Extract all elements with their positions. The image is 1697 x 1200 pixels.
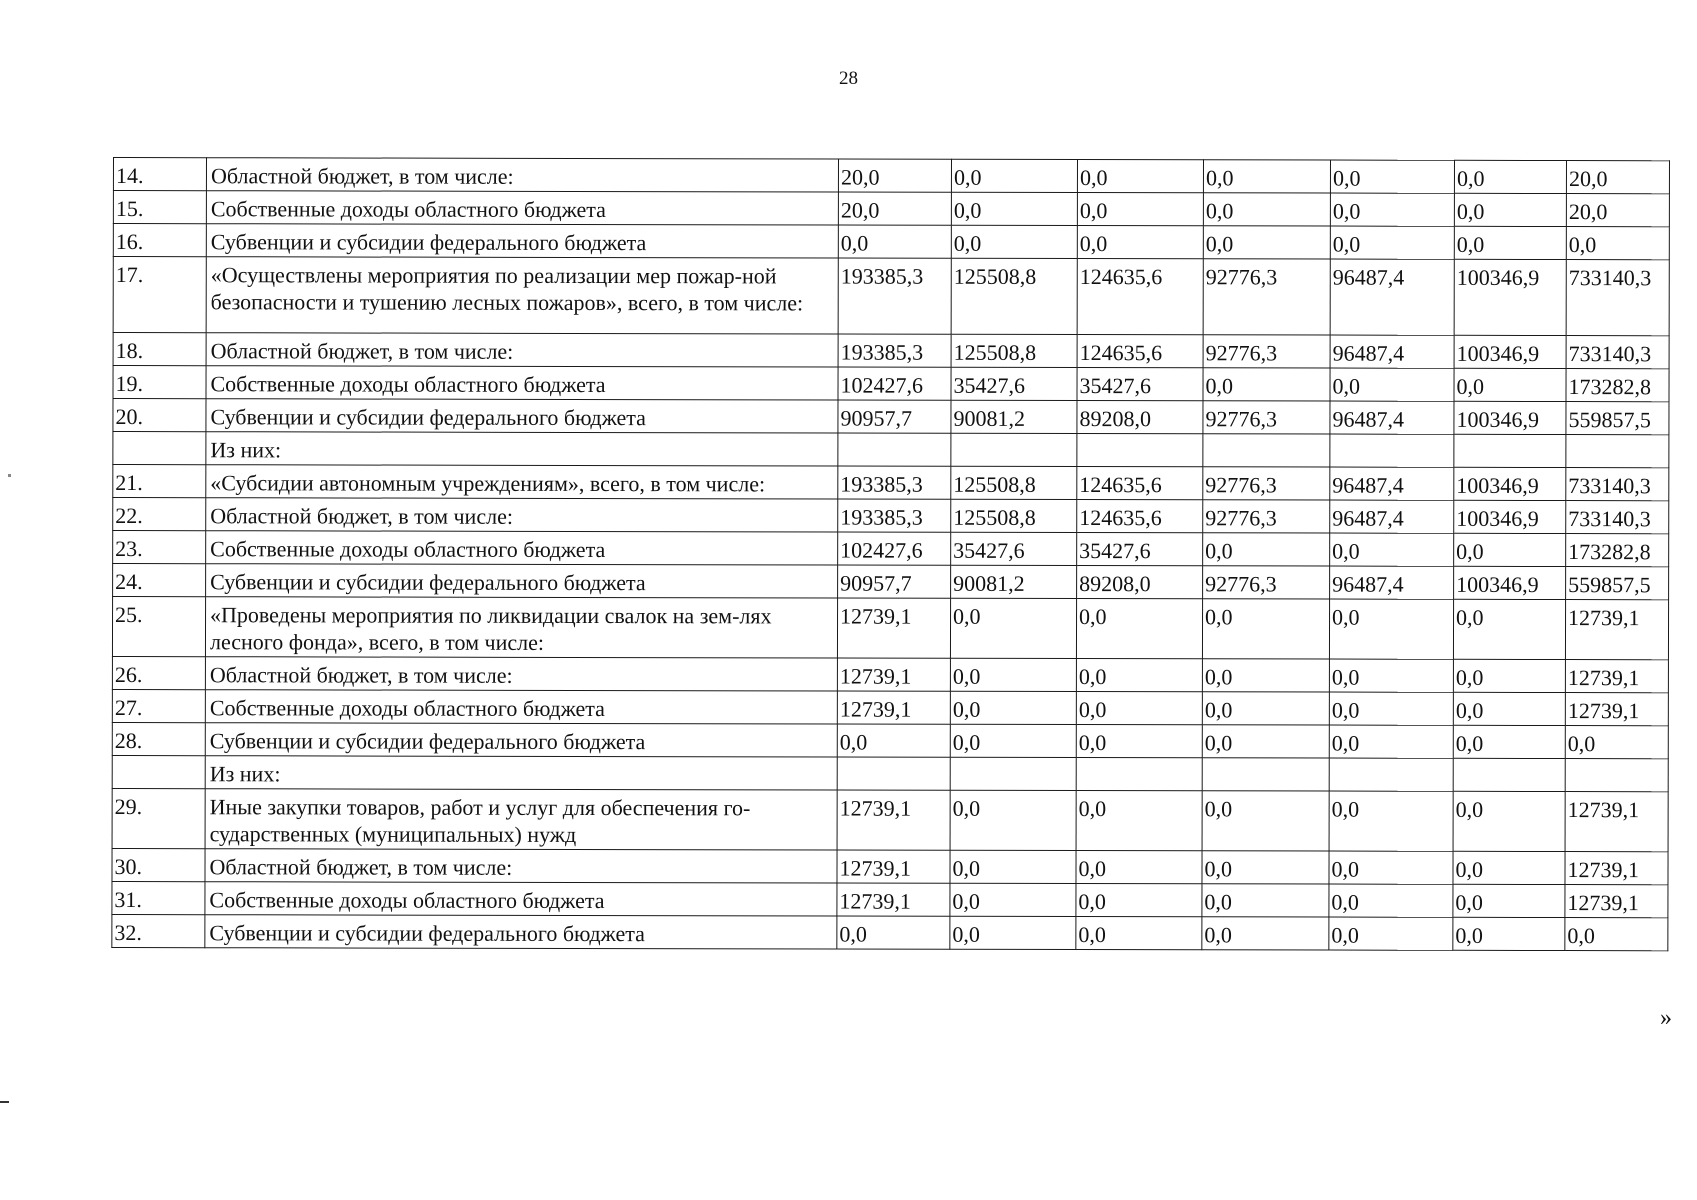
value-cell-5: 96487,4	[1330, 401, 1454, 434]
table-row	[113, 531, 1669, 567]
value-cell-3: 0,0	[1076, 725, 1202, 758]
table-row	[113, 366, 1669, 402]
value-cell-5: 0,0	[1329, 692, 1453, 725]
value-cell-4: 0,0	[1202, 659, 1329, 692]
value-cell-3: 0,0	[1077, 160, 1203, 193]
row-description-cell: «Субсидии автономным учреждениям», всего, в том числе:	[206, 465, 838, 499]
value-cell-5: 0,0	[1329, 599, 1453, 659]
value-cell-1: 12739,1	[837, 883, 950, 916]
value-cell-6: 0,0	[1454, 533, 1566, 566]
value-cell-1: 0,0	[837, 916, 950, 949]
value-cell-6: 0,0	[1453, 599, 1565, 659]
row-description-cell: Областной бюджет, в том числе:	[206, 158, 838, 192]
value-cell-1: 12739,1	[837, 850, 950, 883]
value-cell-5: 0,0	[1329, 917, 1453, 950]
budget-table	[111, 157, 1670, 951]
value-cell-4: 92776,3	[1203, 500, 1330, 533]
row-number-cell: 31.	[112, 881, 205, 914]
value-cell-6: 0,0	[1453, 791, 1565, 851]
margin-speck	[8, 474, 11, 477]
value-cell-3: 124635,6	[1077, 467, 1203, 500]
value-cell-1: 90957,7	[838, 400, 951, 433]
value-cell-4: 0,0	[1202, 884, 1329, 917]
value-cell-3	[1077, 434, 1203, 467]
value-cell-5: 0,0	[1329, 851, 1453, 884]
value-cell-2: 125508,8	[951, 258, 1077, 334]
row-description-cell: Областной бюджет, в том числе:	[205, 657, 837, 691]
value-cell-7: 733140,3	[1566, 260, 1669, 336]
value-cell-3: 124635,6	[1077, 335, 1203, 368]
value-cell-3: 0,0	[1076, 917, 1202, 950]
value-cell-2	[951, 433, 1077, 466]
value-cell-3: 0,0	[1076, 692, 1202, 725]
table-row	[113, 564, 1669, 600]
value-cell-7: 20,0	[1566, 194, 1669, 227]
row-number-cell: 21.	[113, 465, 206, 498]
value-cell-4: 92776,3	[1203, 467, 1330, 500]
value-cell-1: 102427,6	[838, 367, 951, 400]
row-number-cell: 28.	[112, 722, 205, 755]
value-cell-6: 0,0	[1453, 851, 1565, 884]
value-cell-1: 12739,1	[837, 598, 950, 658]
value-cell-3: 89208,0	[1077, 401, 1203, 434]
value-cell-3: 35427,6	[1077, 533, 1203, 566]
value-cell-1: 12739,1	[837, 790, 950, 850]
value-cell-6: 100346,9	[1454, 566, 1566, 599]
row-number-cell: 25.	[112, 597, 205, 657]
value-cell-2: 35427,6	[951, 532, 1077, 565]
row-description-cell: Собственные доходы областного бюджета	[206, 191, 838, 225]
table-row	[112, 881, 1668, 917]
value-cell-1: 193385,3	[838, 499, 951, 532]
value-cell-4: 0,0	[1203, 226, 1330, 259]
value-cell-2: 35427,6	[951, 367, 1077, 400]
value-cell-1: 12739,1	[837, 691, 950, 724]
value-cell-2: 125508,8	[951, 466, 1077, 499]
table-row	[113, 333, 1669, 369]
value-cell-2: 0,0	[950, 850, 1076, 883]
value-cell-7: 0,0	[1565, 918, 1668, 951]
value-cell-6: 0,0	[1453, 917, 1565, 950]
value-cell-3: 0,0	[1076, 791, 1202, 851]
table-row	[113, 191, 1669, 227]
value-cell-1: 193385,3	[838, 258, 951, 334]
value-cell-2	[950, 757, 1076, 790]
value-cell-1: 90957,7	[838, 565, 951, 598]
row-number-cell: 22.	[113, 498, 206, 531]
value-cell-6: 0,0	[1453, 884, 1565, 917]
value-cell-1: 20,0	[838, 159, 951, 192]
value-cell-5: 0,0	[1329, 659, 1453, 692]
row-description-cell: Субвенции и субсидии федерального бюджета	[206, 224, 838, 258]
margin-mark	[0, 1101, 9, 1103]
value-cell-7: 12739,1	[1565, 693, 1668, 726]
value-cell-5: 0,0	[1330, 368, 1454, 401]
value-cell-3: 124635,6	[1077, 259, 1203, 335]
row-description-cell: Собственные доходы областного бюджета	[206, 366, 838, 400]
table-row	[113, 224, 1669, 260]
table-row	[112, 656, 1668, 692]
value-cell-7: 12739,1	[1565, 792, 1668, 852]
value-cell-1	[838, 433, 951, 466]
value-cell-6: 0,0	[1454, 160, 1566, 193]
value-cell-4: 0,0	[1202, 917, 1329, 950]
table-row	[112, 597, 1668, 660]
value-cell-5: 96487,4	[1330, 259, 1454, 335]
row-number-cell: 20.	[113, 399, 206, 432]
value-cell-3: 0,0	[1076, 599, 1202, 659]
value-cell-3: 124635,6	[1077, 500, 1203, 533]
value-cell-2: 0,0	[950, 658, 1076, 691]
value-cell-7: 733140,3	[1566, 468, 1669, 501]
value-cell-2: 0,0	[950, 883, 1076, 916]
value-cell-4	[1203, 434, 1330, 467]
value-cell-4: 0,0	[1202, 599, 1329, 659]
value-cell-7: 173282,8	[1566, 369, 1669, 402]
row-number-cell: 14.	[113, 158, 206, 191]
row-description-cell: Областной бюджет, в том числе:	[205, 849, 837, 883]
page-number: 28	[839, 68, 858, 89]
row-description-cell: Собственные доходы областного бюджета	[205, 690, 837, 724]
table-row	[112, 755, 1668, 791]
row-description-cell: Собственные доходы областного бюджета	[206, 531, 838, 565]
row-number-cell: 15.	[113, 191, 206, 224]
row-description-cell: Субвенции и субсидии федерального бюджета	[205, 915, 837, 949]
row-description-cell: «Осуществлены мероприятия по реализации мер пожар-ной безопасности и тушению лесных пожаров», всего, в том числе:	[206, 257, 838, 334]
value-cell-6: 100346,9	[1454, 335, 1566, 368]
value-cell-4: 0,0	[1203, 193, 1330, 226]
value-cell-5: 0,0	[1330, 193, 1454, 226]
value-cell-6	[1454, 434, 1566, 467]
table-row	[112, 788, 1668, 851]
value-cell-3: 89208,0	[1077, 566, 1203, 599]
value-cell-4: 0,0	[1202, 851, 1329, 884]
row-description-cell: Областной бюджет, в том числе:	[206, 333, 838, 367]
value-cell-3: 35427,6	[1077, 368, 1203, 401]
value-cell-6: 100346,9	[1454, 467, 1566, 500]
value-cell-2: 90081,2	[951, 565, 1077, 598]
row-number-cell: 32.	[112, 914, 205, 947]
row-description-cell: Из них:	[206, 432, 838, 466]
value-cell-5	[1330, 434, 1454, 467]
value-cell-7: 0,0	[1565, 726, 1668, 759]
value-cell-6: 0,0	[1454, 368, 1566, 401]
value-cell-2: 0,0	[950, 691, 1076, 724]
value-cell-3	[1076, 758, 1202, 791]
value-cell-6: 0,0	[1453, 659, 1565, 692]
value-cell-6: 100346,9	[1454, 401, 1566, 434]
value-cell-6	[1453, 758, 1565, 791]
value-cell-5: 96487,4	[1330, 500, 1454, 533]
value-cell-5: 0,0	[1329, 725, 1453, 758]
value-cell-7: 12739,1	[1565, 660, 1668, 693]
value-cell-7: 733140,3	[1566, 336, 1669, 369]
row-number-cell: 30.	[112, 848, 205, 881]
row-description-cell: Иные закупки товаров, работ и услуг для обеспечения го-сударственных (муниципальных) нужд	[205, 789, 837, 850]
value-cell-2: 0,0	[951, 159, 1077, 192]
table-row	[112, 689, 1668, 725]
table-row	[113, 158, 1669, 194]
value-cell-5: 96487,4	[1330, 467, 1454, 500]
value-cell-3: 0,0	[1076, 851, 1202, 884]
value-cell-1	[837, 757, 950, 790]
row-description-cell: Субвенции и субсидии федерального бюджета	[206, 399, 838, 433]
value-cell-5: 96487,4	[1330, 566, 1454, 599]
row-number-cell: 26.	[112, 656, 205, 689]
value-cell-1: 0,0	[837, 724, 950, 757]
value-cell-7	[1566, 435, 1669, 468]
row-number-cell: 17.	[113, 257, 206, 333]
value-cell-1: 193385,3	[838, 466, 951, 499]
value-cell-5: 0,0	[1330, 160, 1454, 193]
value-cell-2: 125508,8	[951, 334, 1077, 367]
row-description-cell: Субвенции и субсидии федерального бюджета	[206, 564, 838, 598]
value-cell-2: 90081,2	[951, 400, 1077, 433]
value-cell-4: 92776,3	[1203, 335, 1330, 368]
table-row	[113, 257, 1669, 336]
value-cell-6: 0,0	[1454, 226, 1566, 259]
row-number-cell	[113, 432, 206, 465]
table-row	[113, 432, 1669, 468]
row-number-cell: 23.	[113, 531, 206, 564]
value-cell-5: 0,0	[1330, 226, 1454, 259]
value-cell-4	[1202, 758, 1329, 791]
value-cell-5: 0,0	[1330, 533, 1454, 566]
value-cell-2: 125508,8	[951, 499, 1077, 532]
row-number-cell: 19.	[113, 366, 206, 399]
value-cell-4: 92776,3	[1203, 566, 1330, 599]
row-number-cell: 16.	[113, 224, 206, 257]
value-cell-1: 0,0	[838, 225, 951, 258]
budget-table-container	[111, 157, 1670, 951]
value-cell-3: 0,0	[1076, 884, 1202, 917]
row-number-cell: 24.	[113, 564, 206, 597]
value-cell-1: 12739,1	[837, 658, 950, 691]
value-cell-7: 559857,5	[1566, 567, 1669, 600]
value-cell-2: 0,0	[950, 916, 1076, 949]
row-number-cell	[112, 755, 205, 788]
value-cell-3: 0,0	[1076, 659, 1202, 692]
value-cell-1: 20,0	[838, 192, 951, 225]
table-row	[112, 848, 1668, 884]
row-number-cell: 18.	[113, 333, 206, 366]
value-cell-7: 0,0	[1566, 227, 1669, 260]
row-description-cell: Субвенции и субсидии федерального бюджета	[205, 723, 837, 757]
table-row	[113, 399, 1669, 435]
budget-table-body	[112, 158, 1670, 951]
closing-quote-mark: »	[1660, 1005, 1672, 1031]
value-cell-4: 92776,3	[1203, 259, 1330, 335]
value-cell-5: 0,0	[1329, 884, 1453, 917]
value-cell-4: 92776,3	[1203, 401, 1330, 434]
value-cell-7: 559857,5	[1566, 402, 1669, 435]
value-cell-1: 102427,6	[838, 532, 951, 565]
value-cell-4: 0,0	[1202, 791, 1329, 851]
value-cell-3: 0,0	[1077, 226, 1203, 259]
value-cell-5: 0,0	[1329, 791, 1453, 851]
row-description-cell: Областной бюджет, в том числе:	[206, 498, 838, 532]
table-row	[112, 914, 1668, 950]
table-row	[113, 498, 1669, 534]
value-cell-7: 12739,1	[1565, 885, 1668, 918]
value-cell-5: 96487,4	[1330, 335, 1454, 368]
value-cell-6: 0,0	[1453, 692, 1565, 725]
value-cell-4: 0,0	[1203, 160, 1330, 193]
row-number-cell: 29.	[112, 788, 205, 848]
value-cell-7: 173282,8	[1566, 534, 1669, 567]
value-cell-7	[1565, 759, 1668, 792]
value-cell-2: 0,0	[950, 598, 1076, 658]
value-cell-7: 733140,3	[1566, 501, 1669, 534]
row-description-cell: «Проведены мероприятия по ликвидации свалок на зем-лях лесного фонда», всего, в том числе:	[205, 597, 837, 658]
table-row	[113, 465, 1669, 501]
table-row	[112, 722, 1668, 758]
row-description-cell: Собственные доходы областного бюджета	[205, 882, 837, 916]
value-cell-4: 0,0	[1202, 692, 1329, 725]
value-cell-7: 12739,1	[1565, 600, 1668, 660]
value-cell-2: 0,0	[951, 225, 1077, 258]
value-cell-6: 100346,9	[1454, 500, 1566, 533]
row-description-cell: Из них:	[205, 756, 837, 790]
value-cell-6: 0,0	[1453, 725, 1565, 758]
value-cell-5	[1329, 758, 1453, 791]
value-cell-7: 12739,1	[1565, 852, 1668, 885]
row-number-cell: 27.	[112, 689, 205, 722]
value-cell-7: 20,0	[1566, 161, 1669, 194]
value-cell-2: 0,0	[951, 192, 1077, 225]
value-cell-4: 0,0	[1202, 725, 1329, 758]
value-cell-4: 0,0	[1203, 533, 1330, 566]
value-cell-4: 0,0	[1203, 368, 1330, 401]
value-cell-1: 193385,3	[838, 334, 951, 367]
value-cell-2: 0,0	[950, 790, 1076, 850]
value-cell-6: 0,0	[1454, 193, 1566, 226]
value-cell-3: 0,0	[1077, 193, 1203, 226]
value-cell-6: 100346,9	[1454, 259, 1566, 335]
value-cell-2: 0,0	[950, 724, 1076, 757]
